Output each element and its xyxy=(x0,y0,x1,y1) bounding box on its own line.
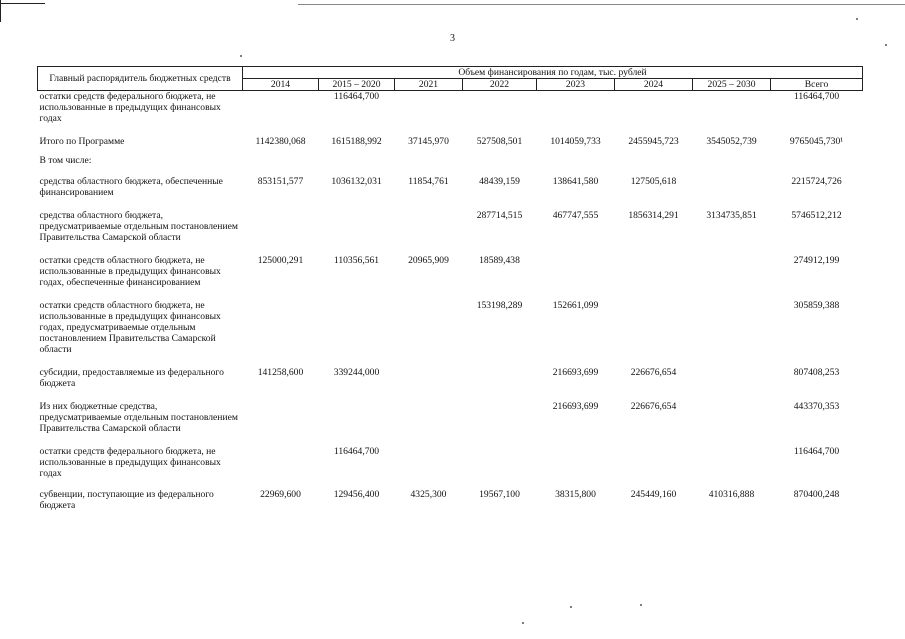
header-year: 2025 – 2030 xyxy=(693,79,771,91)
row-value: 116464,700 xyxy=(333,446,380,457)
header-year: 2024 xyxy=(615,79,693,91)
scan-edge-top xyxy=(0,3,45,4)
row-spacer xyxy=(38,124,863,136)
row-value xyxy=(615,446,693,479)
row-value: 5746512,212 xyxy=(791,210,842,221)
row-value: 20965,909 xyxy=(408,255,449,266)
table-row xyxy=(38,446,863,479)
table-row xyxy=(38,176,863,198)
row-value: 116464,700 xyxy=(333,91,380,102)
table-row xyxy=(38,91,863,125)
row-value xyxy=(615,300,693,355)
row-value: 138641,580 xyxy=(552,176,599,187)
row-value: 3545052,739 xyxy=(706,136,757,147)
row-label: Из них бюджетные средства, предусматриваемые отдельным постановлением Правительства Самарской области xyxy=(39,401,238,434)
scan-speck xyxy=(570,606,572,608)
row-value: 1014059,733 xyxy=(550,136,601,147)
row-value: 9765045,730¹ xyxy=(789,136,844,147)
row-value: 141258,600 xyxy=(257,367,304,378)
table-row xyxy=(38,367,863,389)
row-value xyxy=(243,446,319,479)
row-value: 305859,388 xyxy=(793,300,840,311)
row-label: Итого по Программе xyxy=(39,136,125,147)
row-value: 853151,577 xyxy=(257,176,304,187)
row-value xyxy=(693,155,771,166)
row-value xyxy=(615,255,693,288)
row-value xyxy=(395,446,463,479)
page-number: 3 xyxy=(450,33,455,44)
row-label: средства областного бюджета, предусматриваемые отдельным постановлением Правительства Самарской области xyxy=(39,210,238,243)
row-value: 1615188,992 xyxy=(331,136,382,147)
row-value: 38315,800 xyxy=(555,489,596,500)
row-value xyxy=(537,446,615,479)
row-value xyxy=(243,155,319,166)
row-value xyxy=(693,255,771,288)
header-year: 2023 xyxy=(537,79,615,91)
row-value: 467747,555 xyxy=(552,210,599,221)
row-spacer xyxy=(38,434,863,446)
row-value xyxy=(395,155,463,166)
row-value: 48439,159 xyxy=(479,176,520,187)
row-value xyxy=(395,401,463,434)
row-value: 226676,654 xyxy=(630,367,677,378)
header-year: 2015 – 2020 xyxy=(319,79,395,91)
row-value xyxy=(243,300,319,355)
budget-table xyxy=(37,66,863,511)
row-value: 4325,300 xyxy=(410,489,447,500)
row-value: 1856314,291 xyxy=(628,210,679,221)
row-value: 116464,700 xyxy=(793,91,840,102)
row-label: остатки средств федерального бюджета, не использованные в предыдущих финансовых годах xyxy=(39,446,221,479)
row-value: 127505,618 xyxy=(630,176,677,187)
scan-speck xyxy=(856,18,858,20)
row-value: 245449,160 xyxy=(630,489,677,500)
row-value: 129456,400 xyxy=(333,489,380,500)
header-funding-group: Объем финансирования по годам, тыс. рублей xyxy=(243,67,863,79)
row-value: 125000,291 xyxy=(257,255,304,266)
row-value: 152661,099 xyxy=(552,300,599,311)
row-value: 1036132,031 xyxy=(331,176,382,187)
row-value: 807408,253 xyxy=(793,367,840,378)
row-value xyxy=(395,91,463,125)
row-value: 410316,888 xyxy=(708,489,755,500)
row-value xyxy=(463,155,537,166)
row-value xyxy=(693,401,771,434)
header-year: Всего xyxy=(771,79,863,91)
scan-speck xyxy=(885,44,887,46)
row-value: 870400,248 xyxy=(793,489,840,500)
row-value: 287714,515 xyxy=(476,210,523,221)
row-value: 110356,561 xyxy=(333,255,380,266)
table-row xyxy=(38,210,863,243)
row-value xyxy=(693,367,771,389)
row-value: 274912,199 xyxy=(793,255,840,266)
row-value xyxy=(693,176,771,198)
row-label: субвенции, поступающие из федерального бюджета xyxy=(39,489,214,511)
scan-speck xyxy=(240,55,242,57)
row-spacer xyxy=(38,166,863,176)
header-year: 2022 xyxy=(463,79,537,91)
row-value: 216693,699 xyxy=(552,367,599,378)
row-value: 116464,700 xyxy=(793,446,840,457)
row-value xyxy=(243,401,319,434)
row-value xyxy=(463,367,537,389)
row-spacer xyxy=(38,355,863,367)
row-spacer xyxy=(38,198,863,210)
scan-speck xyxy=(522,622,524,624)
row-value xyxy=(395,367,463,389)
row-value: 37145,970 xyxy=(408,136,449,147)
row-value xyxy=(771,155,863,166)
table-row xyxy=(38,300,863,355)
row-spacer xyxy=(38,288,863,300)
row-value xyxy=(615,91,693,125)
row-value: 153198,289 xyxy=(476,300,523,311)
row-value: 22969,600 xyxy=(260,489,301,500)
row-value xyxy=(243,91,319,125)
row-value xyxy=(395,300,463,355)
row-value xyxy=(693,91,771,125)
row-value: 2215724,726 xyxy=(791,176,842,187)
row-value: 339244,000 xyxy=(333,367,380,378)
row-value xyxy=(537,155,615,166)
header-year: 2014 xyxy=(243,79,319,91)
table-row xyxy=(38,401,863,434)
row-value: 3134735,851 xyxy=(706,210,757,221)
row-value xyxy=(463,401,537,434)
row-value xyxy=(693,446,771,479)
row-value xyxy=(395,210,463,243)
row-value xyxy=(537,255,615,288)
header-owner: Главный распорядитель бюджетных средств xyxy=(38,67,243,91)
row-value xyxy=(463,91,537,125)
row-value: 18589,438 xyxy=(479,255,520,266)
row-label: остатки средств федерального бюджета, не использованные в предыдущих финансовых годах xyxy=(39,91,221,124)
row-value: 226676,654 xyxy=(630,401,677,412)
row-value: 443370,353 xyxy=(793,401,840,412)
header-year: 2021 xyxy=(395,79,463,91)
scan-speck xyxy=(640,604,642,606)
scan-edge-top-right xyxy=(298,4,905,5)
row-spacer xyxy=(38,243,863,255)
row-value: 216693,699 xyxy=(552,401,599,412)
row-value xyxy=(463,446,537,479)
row-value: 2455945,723 xyxy=(628,136,679,147)
row-value xyxy=(693,300,771,355)
row-spacer xyxy=(38,389,863,401)
row-value xyxy=(319,210,395,243)
row-value xyxy=(615,155,693,166)
row-value xyxy=(319,300,395,355)
row-value xyxy=(319,401,395,434)
table-row xyxy=(38,155,863,166)
table-row xyxy=(38,489,863,511)
row-spacer xyxy=(38,479,863,489)
row-label: субсидии, предоставляемые из федерального бюджета xyxy=(39,367,224,389)
row-label: остатки средств областного бюджета, не использованные в предыдущих финансовых годах, обеспеченные финансированием xyxy=(39,255,221,288)
table-body xyxy=(38,91,863,512)
row-value: 19567,100 xyxy=(479,489,520,500)
table-row xyxy=(38,136,863,147)
row-value: 11854,761 xyxy=(408,176,449,187)
row-label: средства областного бюджета, обеспеченные финансированием xyxy=(39,176,223,198)
table-row xyxy=(38,255,863,288)
row-spacer xyxy=(38,147,863,155)
row-value: 527508,501 xyxy=(476,136,523,147)
row-value: 1142380,068 xyxy=(255,136,306,147)
row-label: остатки средств областного бюджета, не использованные в предыдущих финансовых годах, предусматриваемые отдельным постановлением Правительства Самарской области xyxy=(39,300,221,355)
row-label: В том числе: xyxy=(39,155,92,166)
row-value xyxy=(319,155,395,166)
row-value xyxy=(243,210,319,243)
row-value xyxy=(537,91,615,125)
